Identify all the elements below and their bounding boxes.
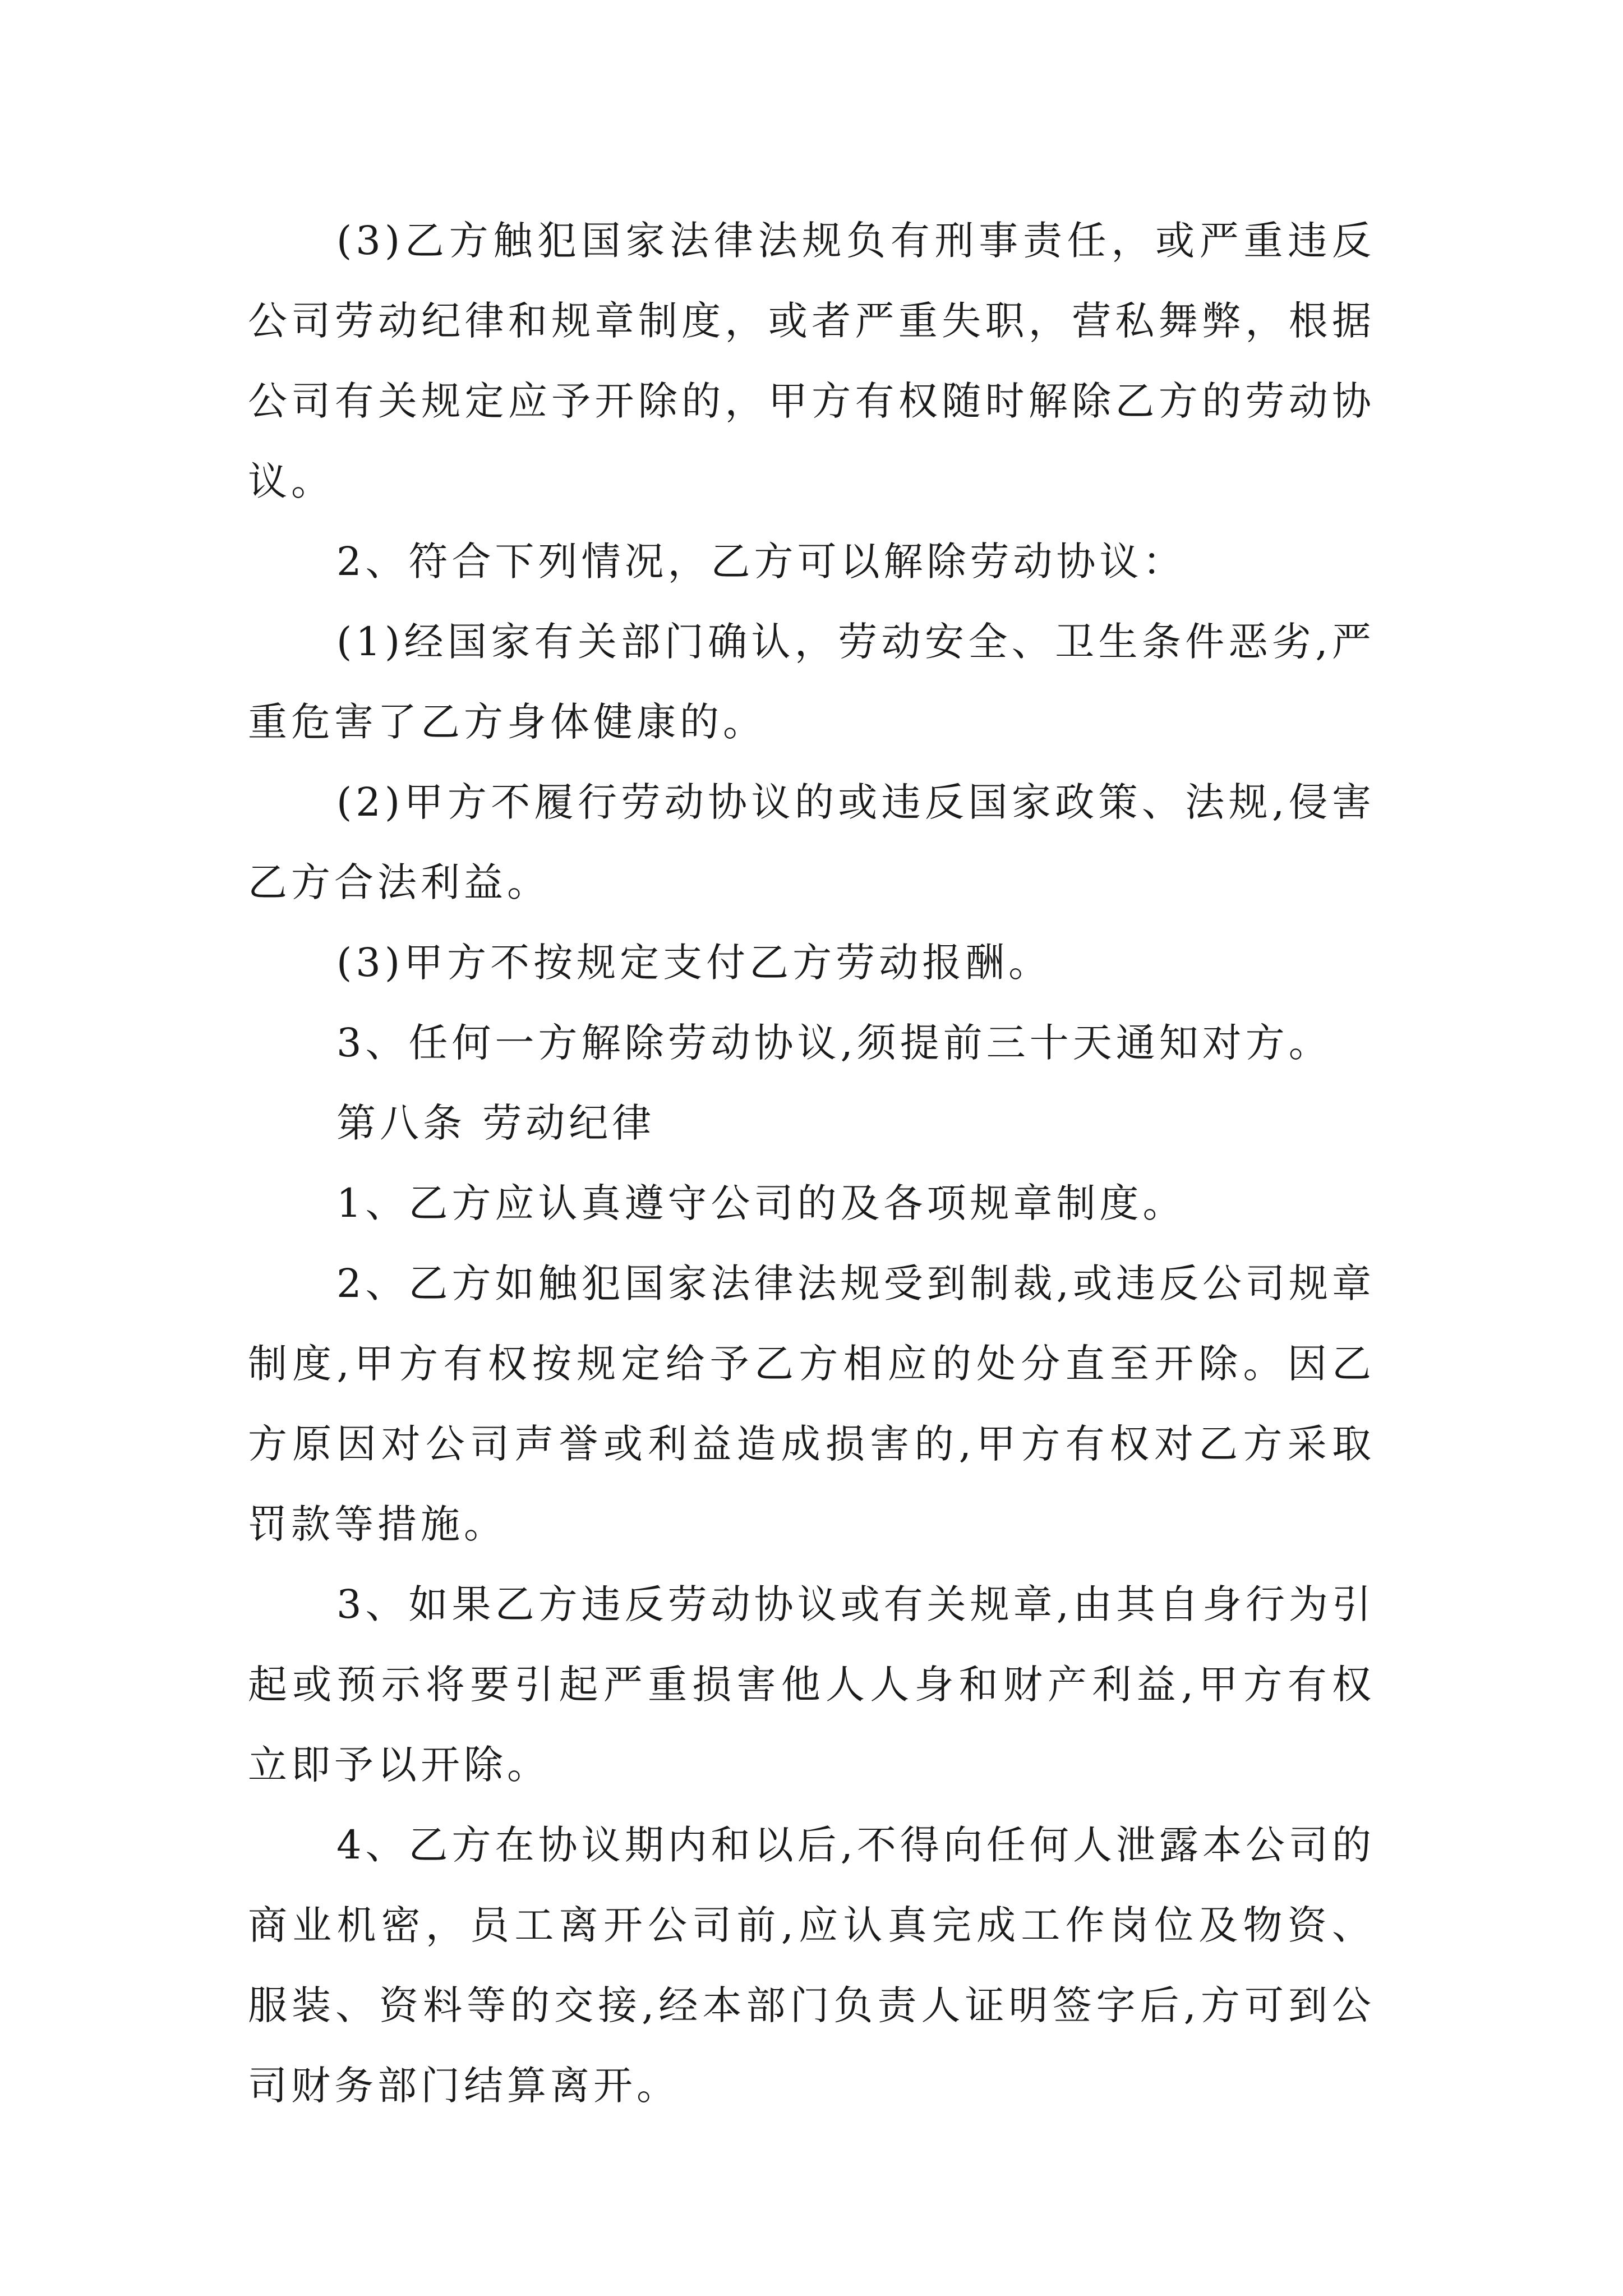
clause-paragraph: 1、乙方应认真遵守公司的及各项规章制度。: [336, 1180, 1186, 1226]
clause-paragraph: 2、符合下列情况，乙方可以解除劳动协议：: [336, 539, 1186, 585]
clause-paragraph: (3)乙方触犯国家法律法规负有刑事责任，或严重违反公司劳动纪律和规章制度，或者严重失职，营私舞弊，根据公司有关规定应予开除的，甲方有权随时解除乙方的劳动协议。: [248, 218, 1375, 504]
clause-paragraph: (2)甲方不履行劳动协议的或违反国家政策、法规,侵害乙方合法利益。: [248, 779, 1375, 905]
clause-paragraph: (1)经国家有关部门确认，劳动安全、卫生条件恶劣,严重危害了乙方身体健康的。: [248, 619, 1375, 745]
document-body: [248, 201, 1375, 2126]
clause-paragraph: 2、乙方如触犯国家法律法规受到制裁,或违反公司规章制度,甲方有权按规定给予乙方相应的处分直至开除。因乙方原因对公司声誉或利益造成损害的,甲方有权对乙方采取罚款等措施。: [248, 1260, 1375, 1547]
clause-paragraph: 3、如果乙方违反劳动协议或有关规章,由其自身行为引起或预示将要引起严重损害他人人身和财产利益,甲方有权立即予以开除。: [248, 1581, 1375, 1788]
clause-paragraph: (3)甲方不按规定支付乙方劳动报酬。: [336, 940, 1052, 986]
article-heading: 第八条 劳动纪律: [336, 1100, 656, 1146]
clause-paragraph: 3、任何一方解除劳动协议,须提前三十天通知对方。: [336, 1020, 1332, 1066]
clause-paragraph: 4、乙方在协议期内和以后,不得向任何人泄露本公司的商业机密，员工离开公司前,应认真完成工作岗位及物资、服装、资料等的交接,经本部门负责人证明签字后,方可到公司财务部门结算离开。: [248, 1822, 1375, 2109]
